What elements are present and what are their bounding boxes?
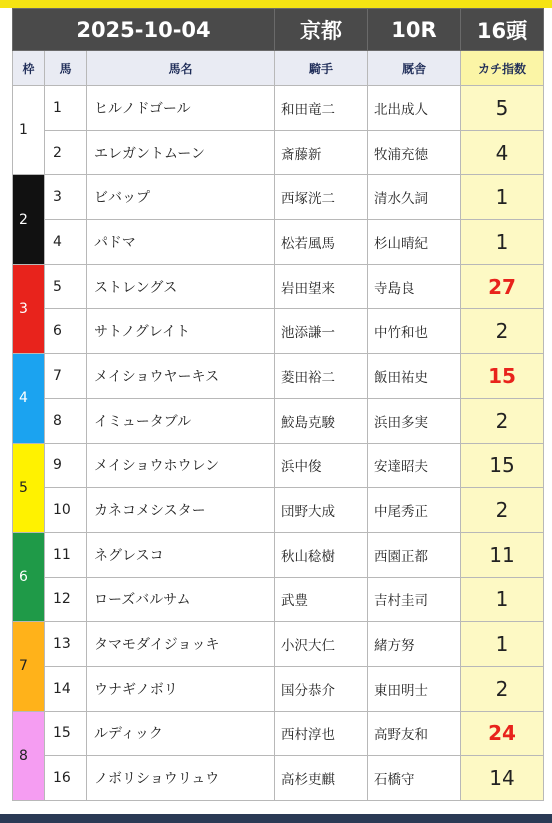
jockey-name: 団野大成: [275, 488, 368, 533]
trainer-name: 緒方努: [368, 622, 461, 667]
horse-name: ビバップ: [87, 175, 275, 220]
horse-name: ヒルノドゴール: [87, 86, 275, 131]
column-header-row: [13, 51, 544, 86]
trainer-name: 牧浦充徳: [368, 130, 461, 175]
table-row: [13, 622, 544, 667]
kachi-score: 15: [461, 443, 544, 488]
trainer-name: 石橋守: [368, 756, 461, 801]
table-row: [13, 756, 544, 801]
table-row: [13, 666, 544, 711]
table-row: [13, 86, 544, 131]
horse-number: 12: [45, 577, 87, 622]
table-row: [13, 130, 544, 175]
kachi-score: 1: [461, 220, 544, 265]
trainer-name: 杉山晴紀: [368, 220, 461, 265]
kachi-score: 5: [461, 86, 544, 131]
race-date: 2025-10-04: [13, 9, 275, 51]
horse-name: ウナギノボリ: [87, 666, 275, 711]
horse-name: サトノグレイト: [87, 309, 275, 354]
trainer-name: 浜田多実: [368, 398, 461, 443]
trainer-name: 吉村圭司: [368, 577, 461, 622]
kachi-score: 27: [461, 264, 544, 309]
field-size: 16頭: [461, 9, 544, 51]
horse-name: ルディック: [87, 711, 275, 756]
jockey-name: 秋山稔樹: [275, 532, 368, 577]
waku-cell: 6: [13, 532, 45, 621]
kachi-score: 24: [461, 711, 544, 756]
horse-number: 13: [45, 622, 87, 667]
horse-number: 7: [45, 354, 87, 399]
kachi-score: 4: [461, 130, 544, 175]
col-header-waku: 枠: [13, 51, 45, 86]
horse-number: 1: [45, 86, 87, 131]
horse-number: 14: [45, 666, 87, 711]
horse-name: パドマ: [87, 220, 275, 265]
horse-number: 16: [45, 756, 87, 801]
jockey-name: 和田竜二: [275, 86, 368, 131]
kachi-score: 14: [461, 756, 544, 801]
table-row: [13, 309, 544, 354]
horse-name: イミュータブル: [87, 398, 275, 443]
horse-name: メイショウヤーキス: [87, 354, 275, 399]
waku-cell: 7: [13, 622, 45, 711]
jockey-name: 池添謙一: [275, 309, 368, 354]
trainer-name: 清水久詞: [368, 175, 461, 220]
horse-name: カネコメシスター: [87, 488, 275, 533]
horse-number: 5: [45, 264, 87, 309]
horse-number: 6: [45, 309, 87, 354]
kachi-score: 11: [461, 532, 544, 577]
kachi-score: 1: [461, 622, 544, 667]
col-header-trainer: 厩舎: [368, 51, 461, 86]
table-row: [13, 264, 544, 309]
entry-rows: [13, 86, 544, 801]
horse-number: 2: [45, 130, 87, 175]
table-row: [13, 398, 544, 443]
horse-number: 4: [45, 220, 87, 265]
table-row: [13, 577, 544, 622]
jockey-name: 菱田裕二: [275, 354, 368, 399]
trainer-name: 北出成人: [368, 86, 461, 131]
table-row: [13, 532, 544, 577]
jockey-name: 小沢大仁: [275, 622, 368, 667]
horse-name: タマモダイジョッキ: [87, 622, 275, 667]
horse-name: エレガントムーン: [87, 130, 275, 175]
table-row: [13, 220, 544, 265]
kachi-score: 1: [461, 577, 544, 622]
jockey-name: 西村淳也: [275, 711, 368, 756]
jockey-name: 武豊: [275, 577, 368, 622]
jockey-name: 西塚洸二: [275, 175, 368, 220]
bottom-bar: [0, 814, 552, 823]
horse-number: 11: [45, 532, 87, 577]
kachi-score: 2: [461, 398, 544, 443]
trainer-name: 高野友和: [368, 711, 461, 756]
horse-number: 8: [45, 398, 87, 443]
jockey-name: 浜中俊: [275, 443, 368, 488]
waku-cell: 2: [13, 175, 45, 264]
trainer-name: 中竹和也: [368, 309, 461, 354]
waku-cell: 3: [13, 264, 45, 353]
jockey-name: 鮫島克駿: [275, 398, 368, 443]
horse-name: ローズバルサム: [87, 577, 275, 622]
trainer-name: 中尾秀正: [368, 488, 461, 533]
jockey-name: 斎藤新: [275, 130, 368, 175]
jockey-name: 松若風馬: [275, 220, 368, 265]
trainer-name: 飯田祐史: [368, 354, 461, 399]
horse-number: 10: [45, 488, 87, 533]
waku-cell: 1: [13, 86, 45, 175]
horse-name: メイショウホウレン: [87, 443, 275, 488]
race-number: 10R: [368, 9, 461, 51]
trainer-name: 寺島良: [368, 264, 461, 309]
horse-name: ネグレスコ: [87, 532, 275, 577]
trainer-name: 西園正都: [368, 532, 461, 577]
waku-cell: 5: [13, 443, 45, 532]
table-row: [13, 711, 544, 756]
race-entry-table: [12, 8, 544, 801]
horse-number: 9: [45, 443, 87, 488]
horse-number: 3: [45, 175, 87, 220]
jockey-name: 岩田望来: [275, 264, 368, 309]
race-header-row: [13, 9, 544, 51]
kachi-score: 2: [461, 488, 544, 533]
table-row: [13, 354, 544, 399]
jockey-name: 高杉吏麒: [275, 756, 368, 801]
col-header-horse-name: 馬名: [87, 51, 275, 86]
horse-name: ストレングス: [87, 264, 275, 309]
table-row: [13, 175, 544, 220]
kachi-score: 2: [461, 309, 544, 354]
table-row: [13, 443, 544, 488]
waku-cell: 4: [13, 354, 45, 443]
kachi-score: 2: [461, 666, 544, 711]
table-row: [13, 488, 544, 533]
race-venue: 京都: [275, 9, 368, 51]
kachi-score: 1: [461, 175, 544, 220]
top-accent-bar: [0, 0, 552, 8]
horse-number: 15: [45, 711, 87, 756]
col-header-uma: 馬: [45, 51, 87, 86]
col-header-jockey: 騎手: [275, 51, 368, 86]
kachi-score: 15: [461, 354, 544, 399]
jockey-name: 国分恭介: [275, 666, 368, 711]
waku-cell: 8: [13, 711, 45, 800]
horse-name: ノボリショウリュウ: [87, 756, 275, 801]
col-header-score: カチ指数: [461, 51, 544, 86]
trainer-name: 安達昭夫: [368, 443, 461, 488]
trainer-name: 東田明士: [368, 666, 461, 711]
